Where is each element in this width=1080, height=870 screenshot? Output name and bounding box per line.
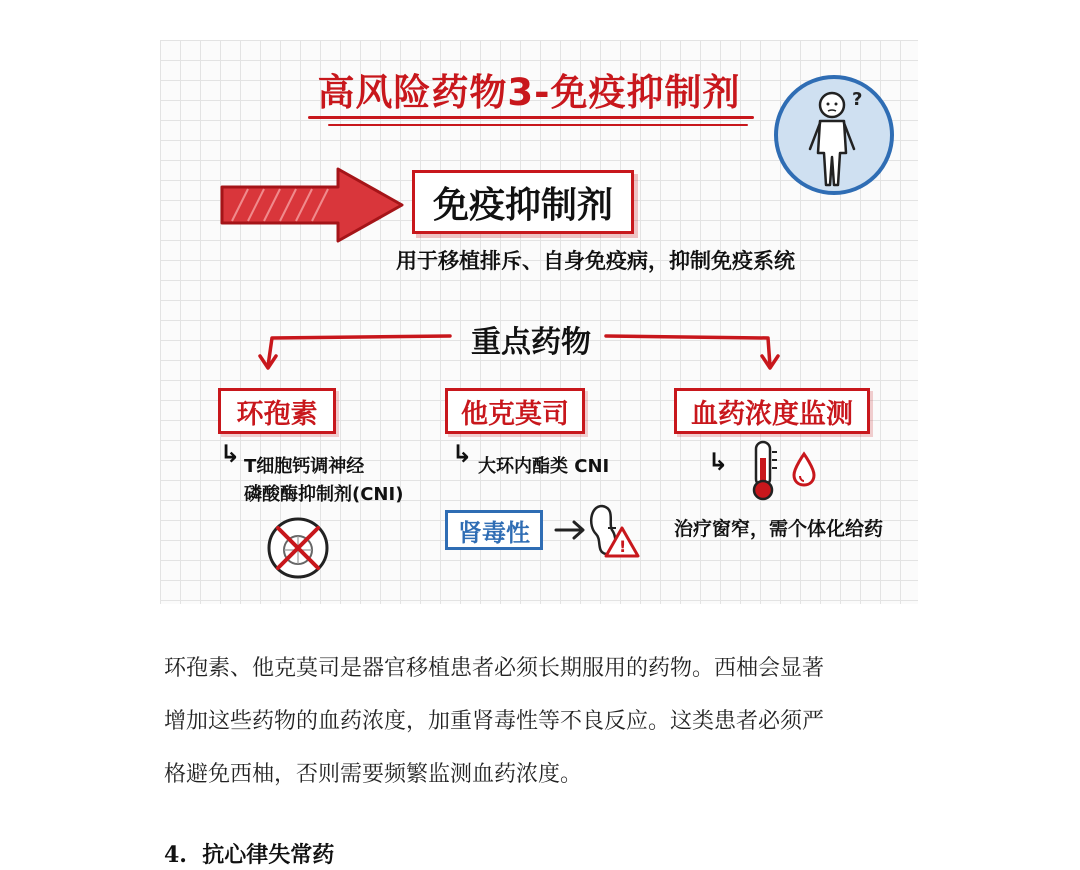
infographic-title: 高风险药物3-免疫抑制剂: [317, 71, 741, 114]
infographic: [160, 40, 918, 604]
article-line: 增加这些药物的血药浓度，加重肾毒性等不良反应。这类患者必须严: [164, 709, 825, 734]
key-drugs-title: 重点药物: [471, 325, 591, 360]
hook-arrow-icon: ↳: [452, 440, 473, 468]
confused-person-icon: [774, 75, 894, 195]
cyclosporine-note-line2: 磷酸酶抑制剂(CNI): [244, 484, 404, 505]
drug-box-monitoring: 血药浓度监测: [674, 388, 870, 434]
thermometer-icon: [744, 438, 784, 504]
blood-drop-icon: [790, 450, 818, 490]
headline-box: 免疫抑制剂: [412, 170, 634, 234]
article-paragraph: [164, 642, 924, 801]
tacrolimus-note: 大环内酯类 CNI: [478, 456, 610, 477]
article-line: 格避免西柚，否则需要频繁监测血药浓度。: [164, 762, 583, 787]
big-arrow-icon: [218, 165, 408, 245]
kidney-warning-icon: [552, 498, 644, 562]
cyclosporine-note-line1: T细胞钙调神经: [244, 456, 365, 477]
title-underline-2: [328, 124, 748, 126]
drug-box-cyclosporine: 环孢素: [218, 388, 336, 434]
drug-box-tacrolimus: 他克莫司: [445, 388, 585, 434]
section-heading: 4. 抗心律失常药: [164, 842, 335, 868]
monitoring-note: 治疗窗窄，需个体化给药: [674, 518, 884, 540]
article-line: 环孢素、他克莫司是器官移植患者必须长期服用的药物。西柚会显著: [164, 656, 825, 681]
description-text: 用于移植排斥、自身免疫病，抑制免疫系统: [396, 249, 795, 273]
title-underline: [308, 116, 754, 119]
grapefruit-prohibited-icon: [260, 514, 340, 584]
hook-arrow-icon: ↳: [708, 448, 729, 476]
nephrotoxicity-label: 肾毒性: [445, 510, 543, 550]
svg-text:?: ?: [852, 89, 863, 110]
hook-arrow-icon: ↳: [220, 440, 241, 468]
svg-text:!: !: [619, 537, 627, 556]
